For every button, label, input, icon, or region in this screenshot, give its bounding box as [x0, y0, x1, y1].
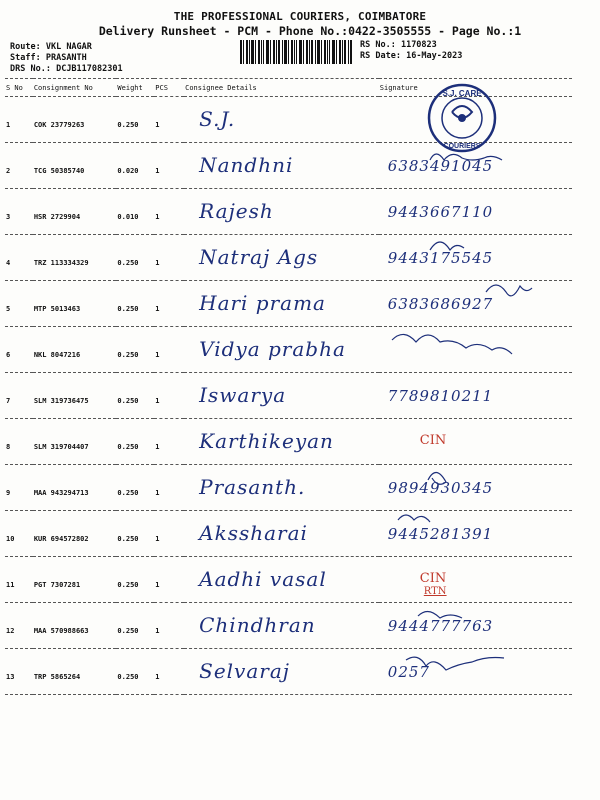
row-consignee-details	[184, 649, 379, 695]
drs-line	[10, 64, 123, 74]
table-row	[5, 419, 572, 465]
row-sno: 6	[5, 327, 33, 373]
consignee-handwritten-name: Akssharai	[199, 521, 308, 545]
row-weight: 0.250	[116, 235, 154, 281]
table-row	[5, 373, 572, 419]
row-consignee-details	[184, 465, 379, 511]
row-consignee-details	[184, 235, 379, 281]
row-sno: 7	[5, 373, 33, 419]
row-pcs: 1	[154, 557, 184, 603]
row-sno: 2	[5, 143, 33, 189]
row-pcs: 1	[154, 281, 184, 327]
row-pcs: 1	[154, 189, 184, 235]
handwritten-phone: 9445281391	[387, 525, 494, 543]
row-consignee-details	[184, 557, 379, 603]
col-header-pcs: PCS	[154, 79, 184, 97]
seal-bottom-text: COURIERS	[443, 143, 481, 150]
row-signature	[379, 235, 572, 281]
handwritten-phone: 9894930345	[387, 479, 494, 497]
row-sno: 4	[5, 235, 33, 281]
row-signature	[379, 511, 572, 557]
row-consignee-details	[184, 419, 379, 465]
row-weight: 0.020	[116, 143, 154, 189]
table-row	[5, 649, 572, 695]
rs-date-line	[360, 51, 462, 61]
row-signature	[379, 603, 572, 649]
row-weight: 0.250	[116, 465, 154, 511]
runsheet-table	[5, 78, 572, 695]
staff-line	[10, 53, 87, 63]
row-consignment-no: TCG 50385740	[33, 143, 117, 189]
row-weight: 0.250	[116, 419, 154, 465]
row-signature	[379, 649, 572, 695]
barcode-image	[240, 40, 352, 64]
consignee-handwritten-name: Prasanth.	[199, 475, 306, 499]
staff-label: Staff:	[10, 53, 41, 63]
row-weight: 0.010	[116, 189, 154, 235]
drs-value: DCJB117082301	[56, 64, 123, 74]
delivery-status-note: CIN	[419, 433, 447, 448]
row-pcs: 1	[154, 419, 184, 465]
handwritten-phone: 7789810211	[387, 387, 494, 405]
col-header-sno: S No	[5, 79, 33, 97]
table-row	[5, 189, 572, 235]
consignee-handwritten-name: Selvaraj	[199, 659, 290, 683]
row-sno: 10	[5, 511, 33, 557]
consignee-handwritten-name: Karthikeyan	[199, 429, 334, 453]
consignee-handwritten-name: Rajesh	[199, 199, 274, 223]
route-value: VKL NAGAR	[45, 42, 92, 52]
row-sno: 8	[5, 419, 33, 465]
row-consignment-no: MAA 943294713	[33, 465, 117, 511]
row-weight: 0.250	[116, 649, 154, 695]
row-weight: 0.250	[116, 97, 154, 143]
row-sno: 1	[5, 97, 33, 143]
row-consignment-no: TRP 5865264	[33, 649, 117, 695]
rs-date-value: 16-May-2023	[406, 51, 463, 61]
row-weight: 0.250	[116, 511, 154, 557]
row-consignment-no: MTP 5013463	[33, 281, 117, 327]
table-row	[5, 465, 572, 511]
row-sno: 11	[5, 557, 33, 603]
consignee-handwritten-name: Iswarya	[199, 383, 287, 407]
row-weight: 0.250	[116, 281, 154, 327]
row-signature	[379, 465, 572, 511]
row-consignment-no: SLM 319736475	[33, 373, 117, 419]
handwritten-phone: 9443175545	[387, 249, 494, 267]
row-signature	[379, 373, 572, 419]
row-signature	[379, 327, 572, 373]
rs-no-label: RS No.:	[360, 40, 396, 50]
staff-value: PRASANTH	[45, 53, 87, 63]
table-row	[5, 511, 572, 557]
col-header-consignee: Consignee Details	[184, 79, 379, 97]
row-pcs: 1	[154, 465, 184, 511]
row-signature	[379, 419, 572, 465]
row-consignment-no: TRZ 113334329	[33, 235, 117, 281]
table-row	[5, 327, 572, 373]
table-row	[5, 603, 572, 649]
table-row	[5, 281, 572, 327]
row-weight: 0.250	[116, 327, 154, 373]
row-consignment-no: COK 23779263	[33, 97, 117, 143]
handwritten-phone: 0257	[387, 663, 430, 681]
row-weight: 0.250	[116, 557, 154, 603]
delivery-status-note: CIN	[419, 571, 447, 586]
row-sno: 5	[5, 281, 33, 327]
drs-label: DRS No.:	[10, 64, 51, 74]
row-sno: 9	[5, 465, 33, 511]
row-consignee-details	[184, 373, 379, 419]
row-consignment-no: PGT 7307281	[33, 557, 117, 603]
consignee-handwritten-name: S.J.	[199, 107, 236, 131]
row-sno: 13	[5, 649, 33, 695]
row-consignment-no: MAA 570988663	[33, 603, 117, 649]
row-consignment-no: SLM 319704407	[33, 419, 117, 465]
row-weight: 0.250	[116, 373, 154, 419]
consignee-handwritten-name: Natraj Ags	[199, 245, 319, 269]
consignee-handwritten-name: Nandhni	[199, 153, 294, 177]
route-label: Route:	[10, 42, 41, 52]
handwritten-phone: 6383491045	[387, 157, 494, 175]
row-consignment-no: HSR 2729904	[33, 189, 117, 235]
consignee-handwritten-name: Hari prama	[199, 291, 326, 315]
row-pcs: 1	[154, 143, 184, 189]
rs-no-value: 1170823	[400, 40, 437, 50]
route-line	[10, 42, 92, 52]
col-header-weight: Weight	[116, 79, 154, 97]
row-signature	[379, 281, 572, 327]
row-pcs: 1	[154, 235, 184, 281]
row-signature	[379, 189, 572, 235]
company-seal-stamp	[426, 82, 498, 154]
consignee-handwritten-name: Chindhran	[199, 613, 316, 637]
consignee-handwritten-name: Aadhi vasal	[199, 567, 327, 591]
row-sno: 3	[5, 189, 33, 235]
row-consignee-details	[184, 143, 379, 189]
row-consignee-details	[184, 603, 379, 649]
handwritten-phone: 9444777763	[387, 617, 494, 635]
handwritten-phone: 9443667110	[387, 203, 494, 221]
row-pcs: 1	[154, 649, 184, 695]
consignee-handwritten-name: Vidya prabha	[199, 337, 346, 361]
row-consignee-details	[184, 189, 379, 235]
row-pcs: 1	[154, 97, 184, 143]
row-pcs: 1	[154, 603, 184, 649]
rs-no-line	[360, 40, 437, 50]
table-row	[5, 557, 572, 603]
col-header-signature: Signature	[379, 79, 572, 97]
row-signature	[379, 557, 572, 603]
company-name: THE PROFESSIONAL COURIERS, COIMBATORE	[173, 10, 427, 23]
row-pcs: 1	[154, 511, 184, 557]
return-note: RTN	[423, 586, 447, 597]
row-weight: 0.250	[116, 603, 154, 649]
row-consignee-details	[184, 511, 379, 557]
rs-date-label: RS Date:	[360, 51, 401, 61]
row-consignee-details	[184, 97, 379, 143]
handwritten-phone: 6383686927	[387, 295, 494, 313]
row-consignment-no: NKL 8047216	[33, 327, 117, 373]
row-pcs: 1	[154, 327, 184, 373]
row-pcs: 1	[154, 373, 184, 419]
row-consignee-details	[184, 327, 379, 373]
col-header-consignment: Consignment No	[33, 79, 117, 97]
table-row	[5, 235, 572, 281]
seal-top-text: S.J. CARE	[442, 89, 482, 98]
row-sno: 12	[5, 603, 33, 649]
row-consignment-no: KUR 694572802	[33, 511, 117, 557]
runsheet-subtitle: Delivery Runsheet - PCM - Phone No.:0422-3505555 - Page No.:1	[98, 24, 522, 38]
row-consignee-details	[184, 281, 379, 327]
